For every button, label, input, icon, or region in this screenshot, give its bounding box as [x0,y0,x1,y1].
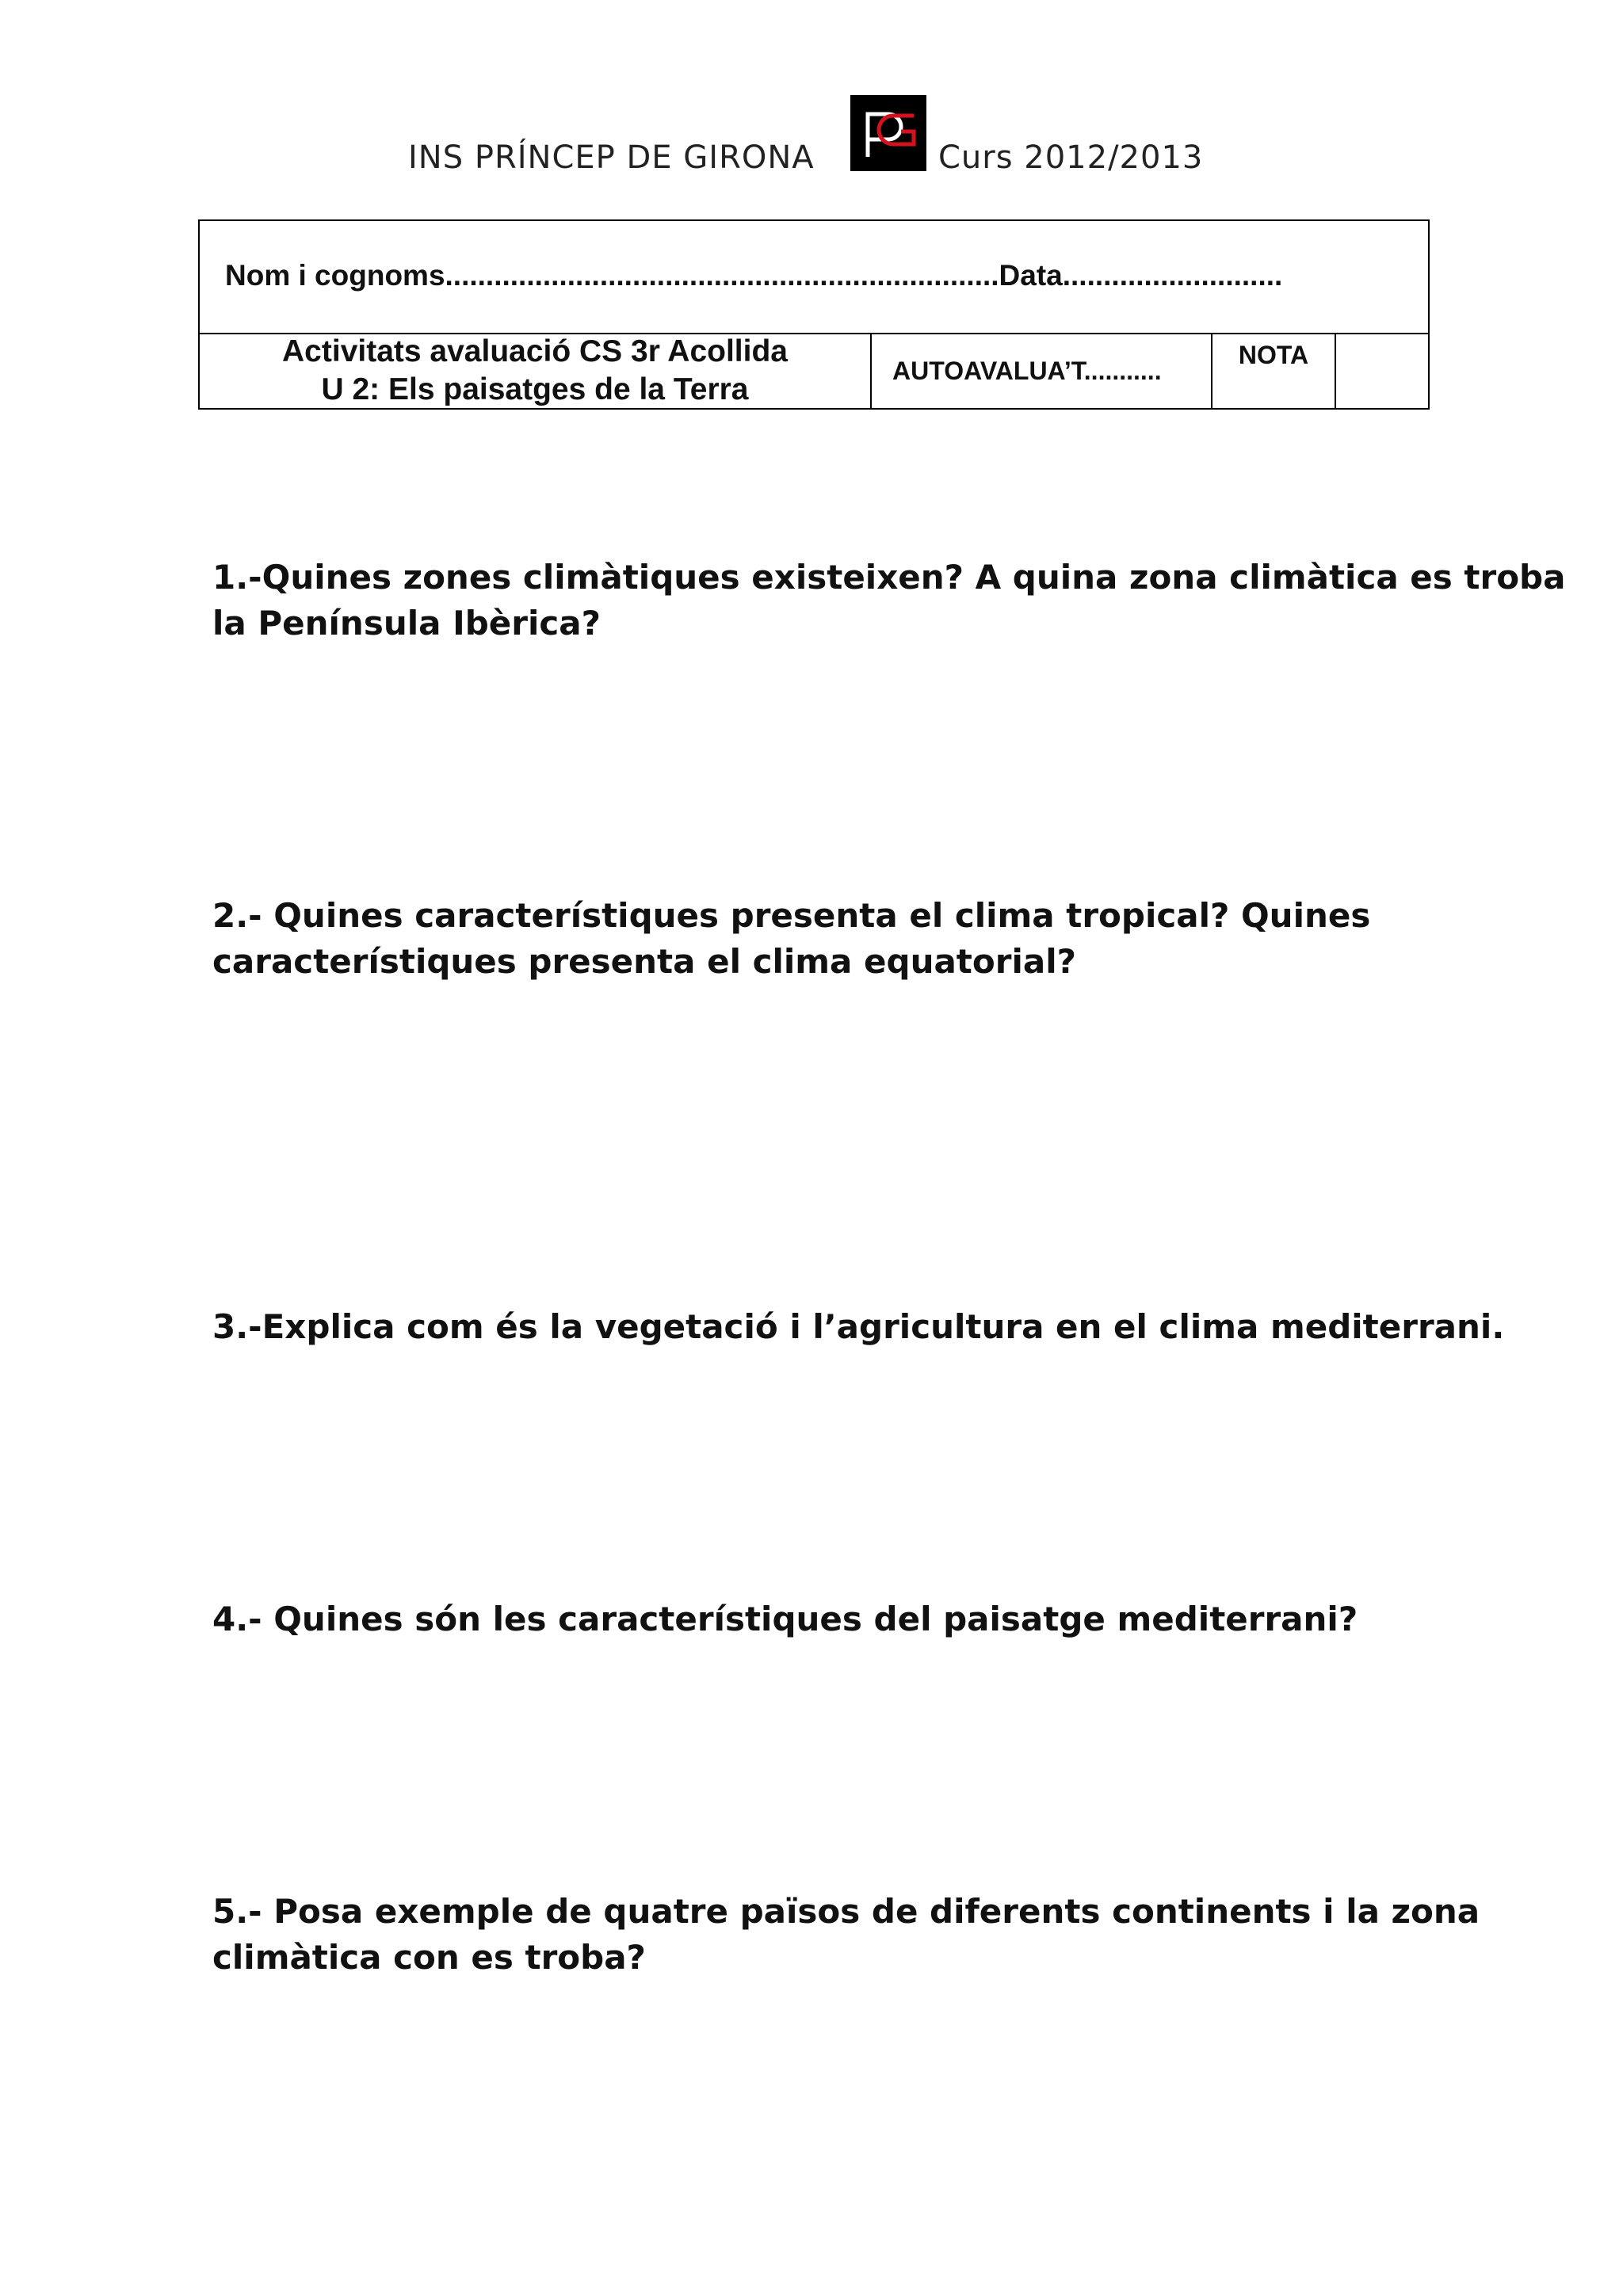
question-line: 1.-Quines zones climàtiques existeixen? A quina zona climàtica es troba [212,558,1566,597]
grade-value-cell[interactable] [1336,334,1430,410]
school-logo-icon [850,95,926,171]
grade-label-cell [1212,334,1336,410]
question-3 [212,1304,1591,1350]
grade-label: NOTA [1238,341,1309,369]
question-line: 5.- Posa exemple de quatre països de diferents continents i la zona [212,1892,1480,1931]
name-date-row [200,221,1428,334]
question-line: característiques presenta el clima equatorial? [212,942,1076,981]
question-1 [212,555,1591,646]
activity-row [200,334,1428,410]
course-year: Curs 2012/2013 [938,139,1204,176]
student-info-table [198,219,1430,410]
page-header [0,95,1623,174]
question-5 [212,1889,1591,1981]
name-date-field[interactable]: Nom i cognoms....................................................................Data........................... [225,259,1283,292]
question-4 [212,1596,1591,1642]
unit-title: U 2: Els paisatges de la Terra [321,372,749,406]
question-line: 4.- Quines són les característiques del paisatge mediterrani? [212,1600,1358,1638]
activity-title-cell [200,334,872,410]
question-line: 3.-Explica com és la vegetació i l’agricultura en el clima mediterrani. [212,1307,1505,1346]
school-name: INS PRÍNCEP DE GIRONA [408,139,815,176]
logo-mark-icon [850,95,926,171]
question-line: climàtica con es troba? [212,1938,646,1977]
question-2 [212,893,1591,985]
self-evaluation-cell[interactable] [872,334,1212,410]
activity-title: Activitats avaluació CS 3r Acollida [282,334,788,368]
question-line: la Península Ibèrica? [212,604,601,643]
question-line: 2.- Quines característiques presenta el clima tropical? Quines [212,896,1371,935]
self-evaluation-label: AUTOAVALUA’T........... [892,357,1162,385]
